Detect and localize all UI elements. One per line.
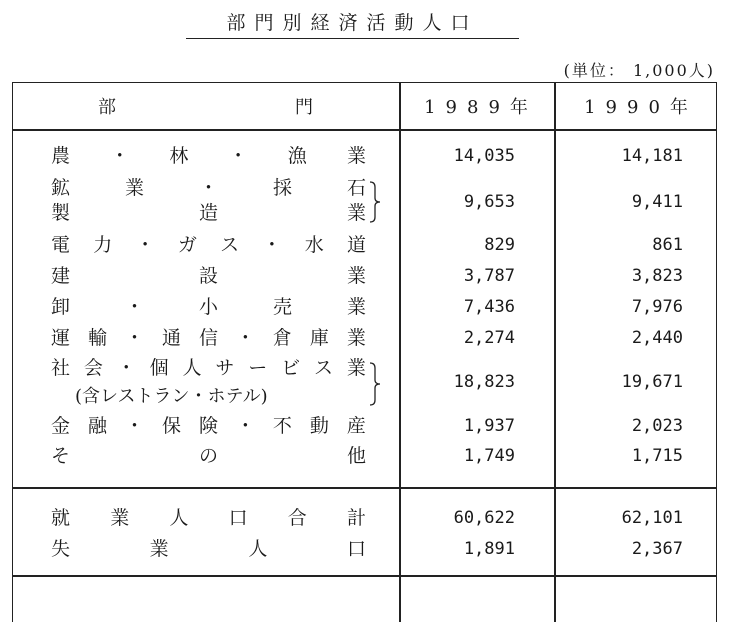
value-1990: 3,823 [631, 266, 683, 286]
row-label [51, 143, 366, 169]
row-label [51, 200, 366, 226]
unit-note: (単位： 1,000人) [563, 61, 715, 80]
table-title: 部門別経済活動人口 [186, 8, 519, 39]
row-label [51, 413, 366, 439]
label-char: 業 [149, 538, 169, 560]
grouping-brace-icon [368, 181, 382, 223]
label-char: 人 [248, 538, 268, 560]
header-year-1990: 1990年 [584, 97, 698, 118]
bottom-rule [13, 575, 716, 577]
label-char: 造 [198, 202, 218, 224]
label-char: 合 [287, 507, 307, 529]
label-char: ・ [235, 415, 255, 437]
label-char: 農 [51, 145, 71, 167]
value-1989: 9,653 [463, 192, 515, 212]
label-char: 業 [124, 177, 144, 199]
total-value-1990: 62,101 [621, 508, 683, 528]
column-divider [554, 83, 556, 622]
label-char: 不 [272, 415, 292, 437]
row-label [51, 536, 366, 562]
label-char: 漁 [287, 145, 307, 167]
label-char: ・ [235, 327, 255, 349]
value-1989: 2,274 [463, 328, 515, 348]
label-char: 失 [51, 538, 71, 560]
label-char: そ [51, 445, 71, 467]
label-char: ・ [124, 415, 144, 437]
label-char: ・ [228, 145, 248, 167]
label-char: 輸 [87, 327, 107, 349]
label-char: 会 [83, 357, 103, 379]
label-char: ・ [116, 357, 136, 379]
label-char: サ [215, 357, 235, 379]
column-divider [399, 83, 401, 622]
label-char: 卸 [51, 296, 71, 318]
label-char: 就 [51, 507, 71, 529]
label-char: 個 [149, 357, 169, 379]
label-char: 口 [228, 507, 248, 529]
label-char: 採 [272, 177, 292, 199]
value-1989: 1,937 [463, 416, 515, 436]
label-char: 水 [304, 234, 324, 256]
label-char: ・ [135, 234, 155, 256]
value-1989: 1,749 [463, 446, 515, 466]
label-char: 人 [169, 507, 189, 529]
label-char: 業 [346, 357, 366, 379]
label-char: 力 [93, 234, 113, 256]
value-1989: 829 [484, 235, 515, 255]
label-char: 動 [309, 415, 329, 437]
value-1990: 2,440 [631, 328, 683, 348]
label-char: 鉱 [51, 177, 71, 199]
label-char: 口 [346, 538, 366, 560]
row-label [51, 294, 366, 320]
label-char: ・ [124, 327, 144, 349]
grouping-brace-icon [368, 362, 382, 406]
label-char: 産 [346, 415, 366, 437]
row-label [51, 325, 366, 351]
label-char: の [198, 445, 218, 467]
value-1989: 7,436 [463, 297, 515, 317]
header-year-1989: 1989年 [424, 97, 538, 118]
label-char: 金 [51, 415, 71, 437]
row-sublabel: (含レストラン・ホテル) [75, 386, 268, 407]
label-char: 道 [346, 234, 366, 256]
total-value-1989: 1,891 [463, 539, 515, 559]
row-label [51, 505, 366, 531]
value-1989: 18,823 [453, 372, 515, 392]
label-char: 石 [346, 177, 366, 199]
label-char: 計 [346, 507, 366, 529]
value-1989: 14,035 [453, 146, 515, 166]
label-char: 製 [51, 202, 71, 224]
row-label [51, 175, 366, 201]
row-label [51, 263, 366, 289]
label-char: ビ [281, 357, 301, 379]
label-char: ・ [262, 234, 282, 256]
label-char: 林 [169, 145, 189, 167]
label-char: 業 [110, 507, 130, 529]
total-value-1989: 60,622 [453, 508, 515, 528]
header-sector-b: 門 [295, 97, 313, 118]
label-char: 信 [198, 327, 218, 349]
label-char: ス [220, 234, 240, 256]
label-char: 業 [346, 202, 366, 224]
value-1990: 861 [652, 235, 683, 255]
label-char: ス [314, 357, 334, 379]
label-char: 業 [346, 327, 366, 349]
label-char: 庫 [309, 327, 329, 349]
label-char: ・ [124, 296, 144, 318]
total-value-1990: 2,367 [631, 539, 683, 559]
value-1990: 9,411 [631, 192, 683, 212]
label-char: 小 [198, 296, 218, 318]
label-char: 設 [198, 265, 218, 287]
row-label [51, 355, 366, 381]
label-char: 業 [346, 145, 366, 167]
value-1990: 1,715 [631, 446, 683, 466]
value-1990: 7,976 [631, 297, 683, 317]
value-1990: 14,181 [621, 146, 683, 166]
row-label [51, 443, 366, 469]
label-char: 倉 [272, 327, 292, 349]
label-char: 保 [161, 415, 181, 437]
row-label [51, 232, 366, 258]
label-char: ガ [177, 234, 197, 256]
statistics-table [12, 82, 717, 622]
label-char: 業 [346, 296, 366, 318]
header-rule [13, 129, 716, 131]
label-char: 建 [51, 265, 71, 287]
label-char: 人 [182, 357, 202, 379]
label-char: 売 [272, 296, 292, 318]
label-char: 険 [198, 415, 218, 437]
label-char: 他 [346, 445, 366, 467]
label-char: 通 [161, 327, 181, 349]
header-sector-a: 部 [98, 97, 116, 118]
value-1989: 3,787 [463, 266, 515, 286]
total-rule [13, 487, 716, 489]
label-char: 社 [51, 357, 71, 379]
label-char: ・ [110, 145, 130, 167]
label-char: ・ [198, 177, 218, 199]
label-char: ー [248, 357, 268, 379]
label-char: 融 [87, 415, 107, 437]
label-char: 業 [346, 265, 366, 287]
label-char: 電 [51, 234, 71, 256]
label-char: 運 [51, 327, 71, 349]
value-1990: 2,023 [631, 416, 683, 436]
value-1990: 19,671 [621, 372, 683, 392]
